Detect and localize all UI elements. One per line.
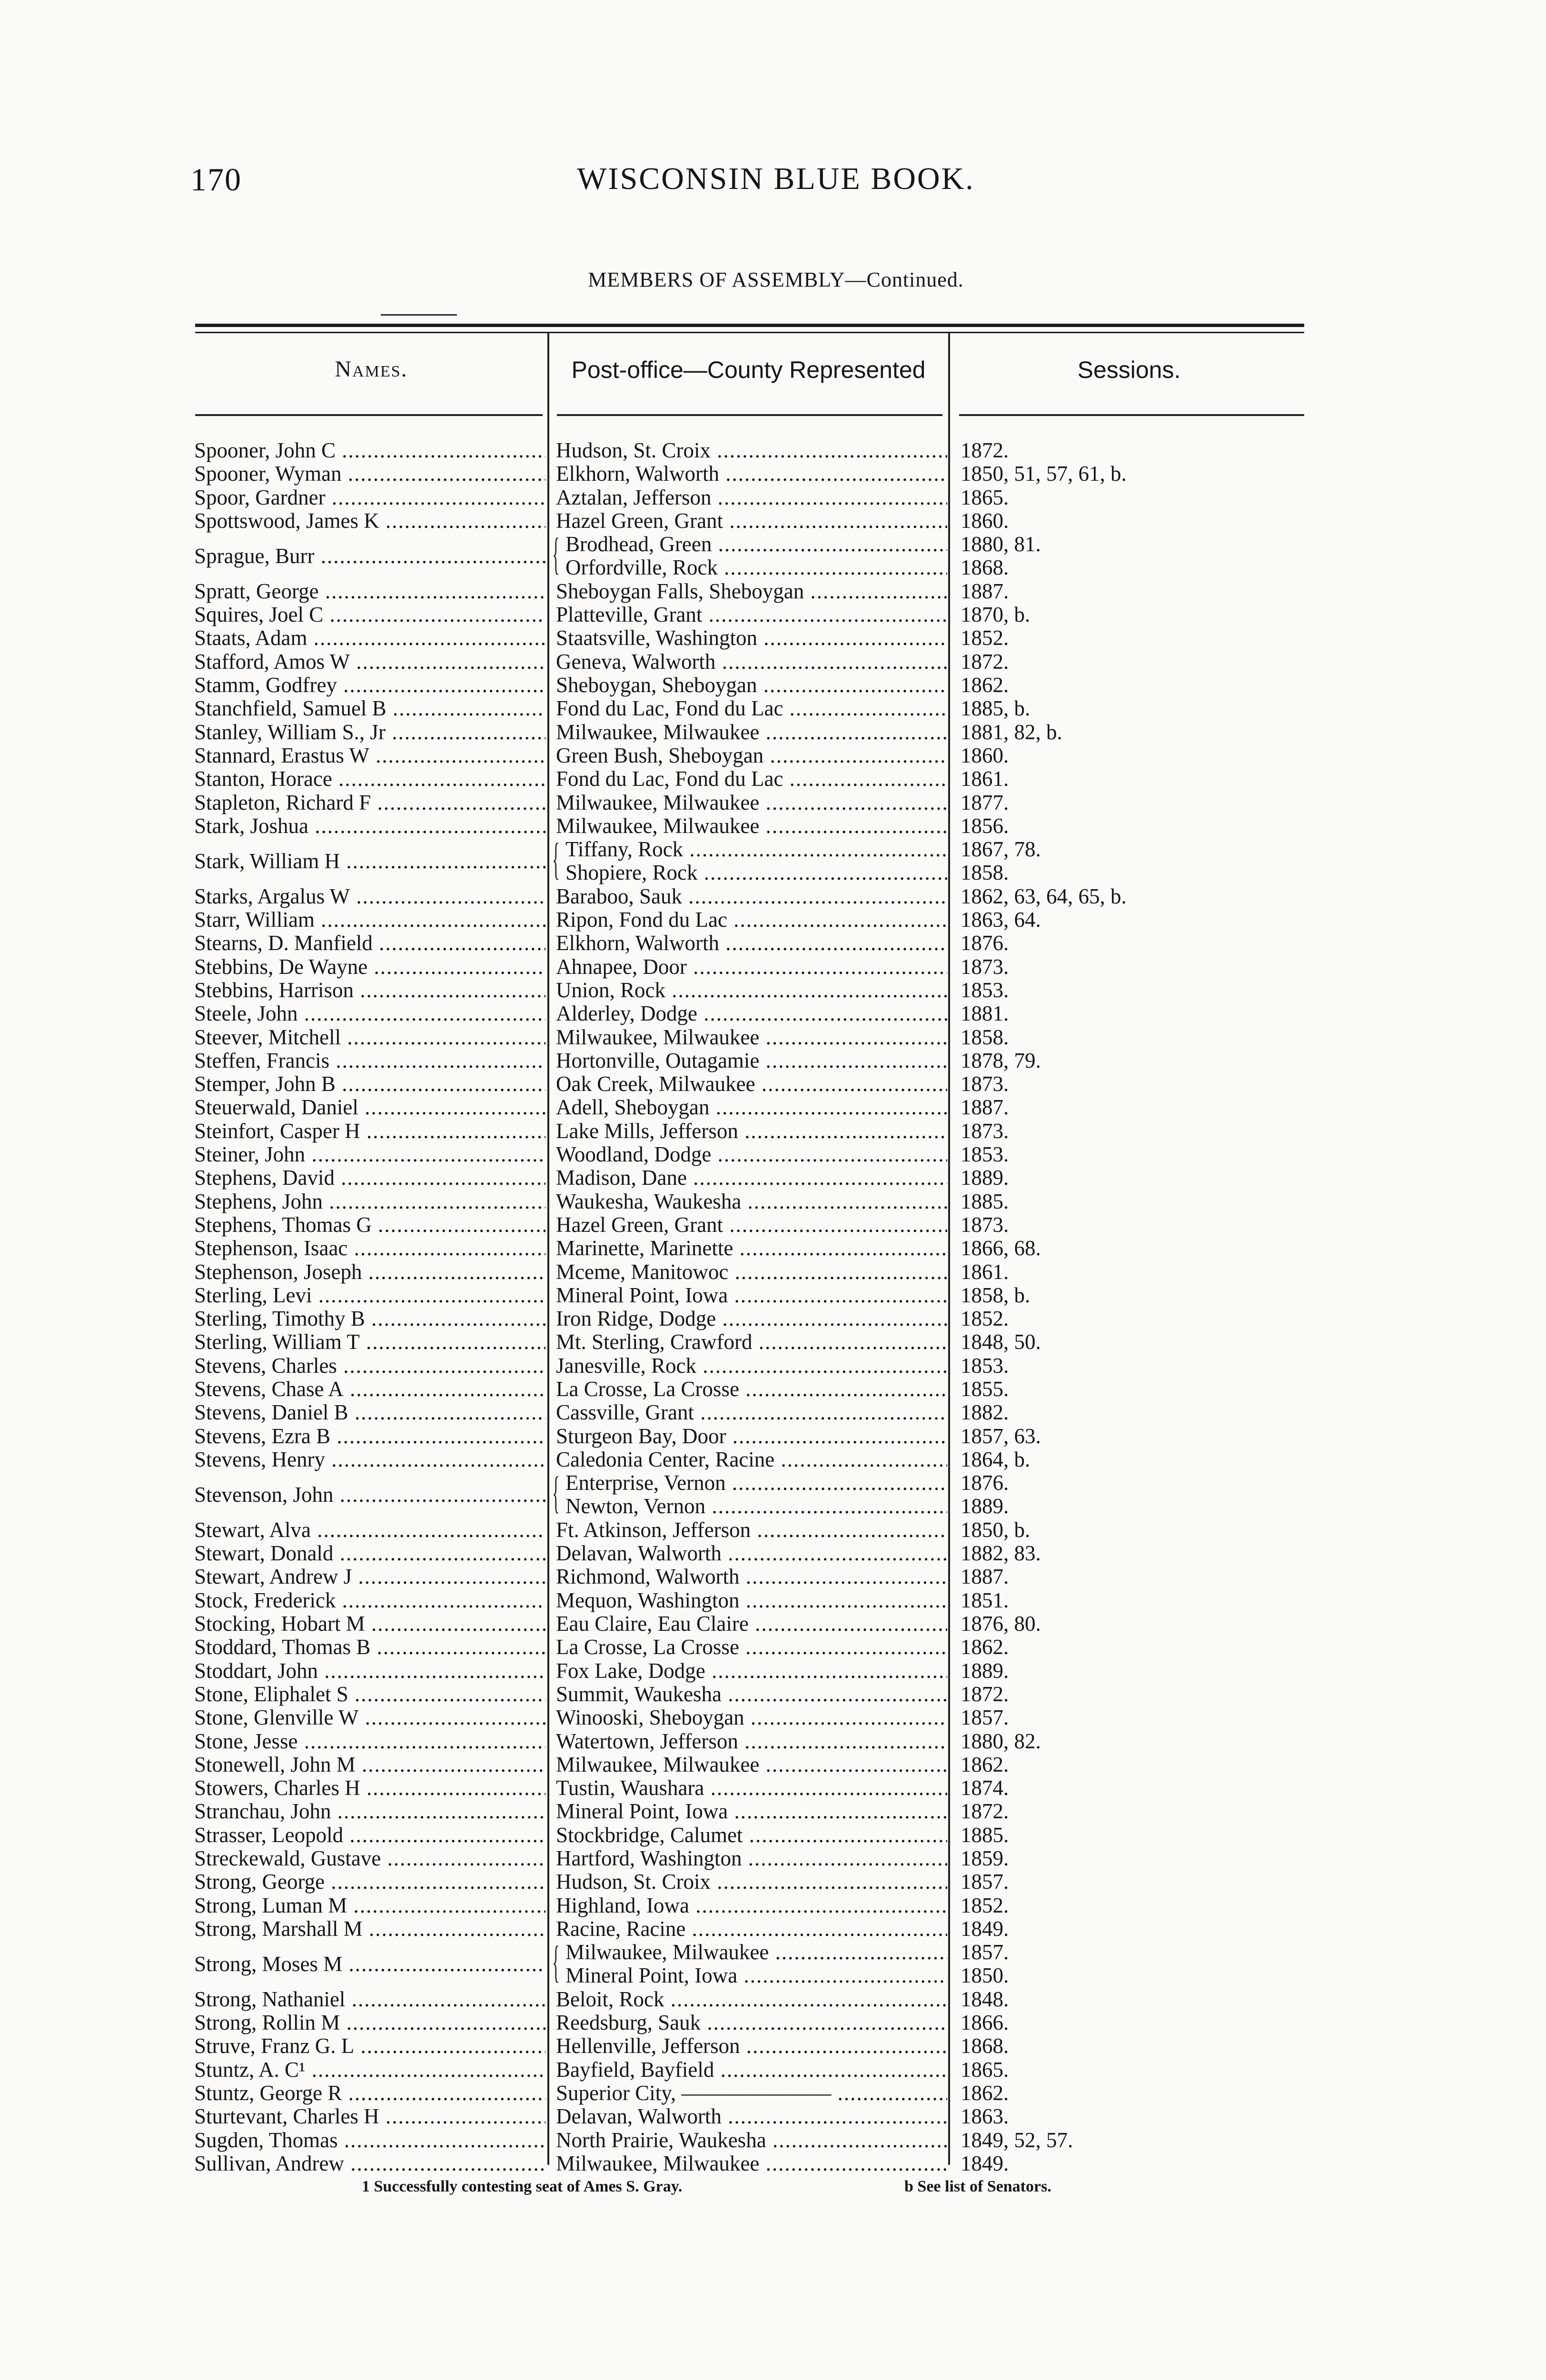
sessions: 1855.: [961, 1378, 1009, 1401]
sessions: 1852.: [961, 1894, 1009, 1917]
member-name: Stevens, Ezra B .....: [194, 1425, 545, 1448]
sessions: 1872.: [961, 1683, 1009, 1706]
member-name: Sterling, Timothy B .....: [194, 1307, 545, 1330]
sessions: 1862.: [961, 674, 1009, 697]
sessions: 1848, 50.: [961, 1330, 1041, 1354]
post-office: Baraboo, Sauk .....: [556, 885, 947, 908]
post-office: Ripon, Fond du Lac .....: [556, 908, 947, 932]
member-name: Stanley, William S., Jr .....: [194, 721, 545, 744]
sessions: 1873.: [961, 955, 1009, 979]
post-office: Elkhorn, Walworth .....: [556, 462, 947, 486]
post-office: Mceme, Manitowoc .....: [556, 1260, 947, 1284]
sessions: 1882.: [961, 1401, 1009, 1424]
post-office: Mineral Point, Iowa .....: [556, 1284, 947, 1307]
post-office: Milwaukee, Milwaukee .....: [556, 1026, 947, 1049]
member-name: Stephens, John .....: [194, 1190, 545, 1213]
member-name: Stonewell, John M .....: [194, 1753, 545, 1776]
post-office: Watertown, Jefferson .....: [556, 1730, 947, 1753]
brace-mark: {: [552, 1468, 560, 1517]
post-office: Hellenville, Jefferson .....: [556, 2034, 947, 2058]
sessions: 1878, 79.: [961, 1049, 1041, 1072]
member-name: Stephens, Thomas G .....: [194, 1213, 545, 1237]
member-name: Stephenson, Isaac .....: [194, 1237, 545, 1260]
member-name: Stocking, Hobart M .....: [194, 1612, 545, 1636]
sessions: 1852.: [961, 1307, 1009, 1330]
sessions: 1885.: [961, 1824, 1009, 1847]
post-office: Reedsburg, Sauk .....: [556, 2011, 947, 2034]
member-name: Spooner, Wyman .....: [194, 462, 545, 486]
sessions: 1853.: [961, 1354, 1009, 1378]
member-name: Stranchau, John .....: [194, 1800, 545, 1823]
member-name: Sugden, Thomas .....: [194, 2129, 545, 2152]
post-office: Aztalan, Jefferson .....: [556, 486, 947, 509]
sessions: 1867, 78.: [961, 838, 1041, 861]
sessions: 1853.: [961, 1143, 1009, 1166]
post-office: Hazel Green, Grant .....: [556, 509, 947, 533]
sessions: 1862.: [961, 1636, 1009, 1659]
post-office: North Prairie, Waukesha .....: [556, 2129, 947, 2152]
post-office: Delavan, Walworth .....: [556, 2105, 947, 2128]
member-name: Stone, Glenville W .....: [194, 1706, 545, 1729]
member-name: Stoddard, Thomas B .....: [194, 1636, 545, 1659]
member-name: Sullivan, Andrew .....: [194, 2152, 545, 2175]
sessions: 1861.: [961, 1260, 1009, 1284]
sessions: 1889.: [961, 1659, 1009, 1683]
sessions: 1862, 63, 64, 65, b.: [961, 885, 1127, 908]
member-name: Stearns, D. Manfield .....: [194, 932, 545, 955]
post-office: Sheboygan Falls, Sheboygan .....: [556, 580, 947, 603]
member-name: Spoor, Gardner .....: [194, 486, 545, 509]
post-office: Fox Lake, Dodge .....: [556, 1659, 947, 1683]
post-office: Tiffany, Rock .....: [565, 838, 947, 861]
post-office: Alderley, Dodge .....: [556, 1002, 947, 1025]
member-name: Strong, George .....: [194, 1870, 545, 1894]
sessions: 1868.: [961, 556, 1009, 579]
sessions: 1889.: [961, 1166, 1009, 1190]
post-office: Union, Rock .....: [556, 979, 947, 1002]
post-office: Fond du Lac, Fond du Lac .....: [556, 767, 947, 791]
member-name: Stevens, Charles .....: [194, 1354, 545, 1378]
member-name: Stone, Jesse .....: [194, 1730, 545, 1753]
sessions: 1866.: [961, 2011, 1009, 2034]
sessions: 1848.: [961, 1988, 1009, 2011]
member-name: Stuntz, A. C¹ .....: [194, 2058, 545, 2082]
post-office: Richmond, Walworth .....: [556, 1565, 947, 1588]
sessions: 1862.: [961, 2082, 1009, 2105]
post-office: Elkhorn, Walworth .....: [556, 932, 947, 955]
member-name: Strasser, Leopold .....: [194, 1824, 545, 1847]
sessions: 1850.: [961, 1964, 1009, 1987]
member-name: Stanchfield, Samuel B .....: [194, 697, 545, 720]
sessions: 1874.: [961, 1776, 1009, 1800]
header-rule-post: [557, 414, 942, 416]
member-name: Staats, Adam .....: [194, 626, 545, 650]
sessions: 1868.: [961, 2034, 1009, 2058]
member-name: Streckewald, Gustave .....: [194, 1847, 545, 1870]
member-name: Spratt, George .....: [194, 580, 545, 603]
post-office: Mt. Sterling, Crawford .....: [556, 1330, 947, 1354]
brace-mark: {: [552, 529, 560, 579]
sessions: 1882, 83.: [961, 1542, 1041, 1565]
footnote-b: b See list of Senators.: [904, 2178, 1051, 2195]
post-office: Adell, Sheboygan .....: [556, 1096, 947, 1119]
sessions: 1876.: [961, 932, 1009, 955]
post-office: Milwaukee, Milwaukee .....: [556, 2152, 947, 2175]
member-name: Stock, Frederick .....: [194, 1589, 545, 1612]
member-name: Stevens, Henry .....: [194, 1448, 545, 1471]
sessions: 1873.: [961, 1072, 1009, 1096]
member-name: Steffen, Francis .....: [194, 1049, 545, 1072]
post-office: Beloit, Rock .....: [556, 1988, 947, 2011]
table-top-rule-thin: [195, 332, 1304, 333]
table-top-rule-thick: [195, 324, 1304, 327]
sessions: 1849.: [961, 2152, 1009, 2175]
member-name: Strong, Nathaniel .....: [194, 1988, 545, 2011]
post-office: Newton, Vernon .....: [565, 1495, 947, 1518]
post-office: Hortonville, Outagamie .....: [556, 1049, 947, 1072]
member-name: Stannard, Erastus W .....: [194, 744, 545, 767]
post-office: Milwaukee, Milwaukee .....: [565, 1941, 947, 1964]
sessions: 1852.: [961, 626, 1009, 650]
post-office: Hudson, St. Croix .....: [556, 439, 947, 462]
member-name: Stevens, Chase A .....: [194, 1378, 545, 1401]
member-name: Stebbins, Harrison .....: [194, 979, 545, 1002]
sessions: 1887.: [961, 580, 1009, 603]
post-office: Marinette, Marinette .....: [556, 1237, 947, 1260]
post-office: Shopiere, Rock .....: [565, 861, 947, 884]
post-office: Milwaukee, Milwaukee .....: [556, 721, 947, 744]
member-name: Stuntz, George R .....: [194, 2082, 545, 2105]
member-name: Stephenson, Joseph .....: [194, 1260, 545, 1284]
brace-mark: {: [552, 1937, 560, 1987]
post-office: Orfordville, Rock .....: [565, 556, 947, 579]
sessions: 1880, 82.: [961, 1730, 1041, 1753]
member-name: Stafford, Amos W .....: [194, 650, 545, 674]
post-office: Hartford, Washington .....: [556, 1847, 947, 1870]
post-office: Geneva, Walworth .....: [556, 650, 947, 674]
post-office: Mineral Point, Iowa .....: [565, 1964, 947, 1987]
sessions: 1857.: [961, 1941, 1009, 1964]
sessions: 1849, 52, 57.: [961, 2129, 1073, 2152]
member-name: Sterling, Levi .....: [194, 1284, 545, 1307]
member-name: Stapleton, Richard F .....: [194, 791, 545, 814]
sessions: 1856.: [961, 814, 1009, 838]
member-name: Stevens, Daniel B .....: [194, 1401, 545, 1424]
sessions: 1889.: [961, 1495, 1009, 1518]
book-title: WISCONSIN BLUE BOOK.: [577, 161, 975, 196]
column-divider-2: [948, 333, 950, 2165]
post-office: Madison, Dane .....: [556, 1166, 947, 1190]
post-office: Mineral Point, Iowa .....: [556, 1800, 947, 1823]
sessions: 1872.: [961, 1800, 1009, 1823]
member-name: Strong, Rollin M .....: [194, 2011, 545, 2034]
post-office: Cassville, Grant .....: [556, 1401, 947, 1424]
post-office: Stockbridge, Calumet .....: [556, 1824, 947, 1847]
sessions: 1858.: [961, 861, 1009, 884]
column-divider-1: [547, 333, 549, 2165]
sessions: 1877.: [961, 791, 1009, 814]
member-name: Struve, Franz G. L .....: [194, 2034, 545, 2058]
footnote-1: 1 Successfully contesting seat of Ames S. Gray.: [362, 2178, 683, 2195]
sessions: 1872.: [961, 650, 1009, 674]
sessions: 1858, b.: [961, 1284, 1031, 1307]
post-office: Eau Claire, Eau Claire .....: [556, 1612, 947, 1636]
post-office: Highland, Iowa .....: [556, 1894, 947, 1917]
sessions: 1865.: [961, 2058, 1009, 2082]
sessions: 1880, 81.: [961, 533, 1041, 556]
sessions: 1887.: [961, 1565, 1009, 1588]
member-name: Stewart, Donald .....: [194, 1542, 545, 1565]
post-office: Brodhead, Green .....: [565, 533, 947, 556]
post-office: Sturgeon Bay, Door .....: [556, 1425, 947, 1448]
member-name: Stanton, Horace .....: [194, 767, 545, 791]
post-office: Mequon, Washington .....: [556, 1589, 947, 1612]
sessions: 1851.: [961, 1589, 1009, 1612]
post-office: Racine, Racine .....: [556, 1917, 947, 1941]
sessions: 1872.: [961, 439, 1009, 462]
post-office: Tustin, Waushara .....: [556, 1776, 947, 1800]
post-office: Sheboygan, Sheboygan .....: [556, 674, 947, 697]
post-office: Summit, Waukesha .....: [556, 1683, 947, 1706]
sessions: 1863.: [961, 2105, 1009, 2128]
post-office: Hazel Green, Grant .....: [556, 1213, 947, 1237]
sessions: 1881, 82, b.: [961, 721, 1062, 744]
member-name: Starr, William .....: [194, 908, 545, 932]
post-office: Enterprise, Vernon .....: [565, 1471, 947, 1495]
sessions: 1866, 68.: [961, 1237, 1041, 1260]
member-name: Steiner, John .....: [194, 1143, 545, 1166]
sessions: 1858.: [961, 1026, 1009, 1049]
post-office: Superior City, ——————— .....: [556, 2082, 947, 2105]
member-name: Sprague, Burr .....: [194, 545, 545, 568]
member-name: Stewart, Andrew J .....: [194, 1565, 545, 1588]
member-name: Strong, Marshall M .....: [194, 1917, 545, 1941]
sessions: 1857.: [961, 1706, 1009, 1729]
sessions: 1862.: [961, 1753, 1009, 1776]
post-office: La Crosse, La Crosse .....: [556, 1378, 947, 1401]
sessions: 1885, b.: [961, 697, 1031, 720]
post-office: Caledonia Center, Racine .....: [556, 1448, 947, 1471]
member-name: Sterling, William T .....: [194, 1330, 545, 1354]
sessions: 1887.: [961, 1096, 1009, 1119]
post-office: Milwaukee, Milwaukee .....: [556, 1753, 947, 1776]
sessions: 1860.: [961, 744, 1009, 767]
header-rule-names: [195, 414, 543, 416]
sessions: 1857.: [961, 1870, 1009, 1894]
member-name: Strong, Moses M .....: [194, 1953, 545, 1976]
sessions: 1857, 63.: [961, 1425, 1041, 1448]
member-name: Stevenson, John .....: [194, 1483, 545, 1507]
member-name: Stoddart, John .....: [194, 1659, 545, 1683]
title-rule: [381, 314, 457, 316]
sessions: 1863, 64.: [961, 908, 1041, 932]
member-name: Starks, Argalus W .....: [194, 885, 545, 908]
sessions: 1861.: [961, 767, 1009, 791]
post-office: Ahnapee, Door .....: [556, 955, 947, 979]
header-post-office: Post-office—County Represented: [571, 357, 926, 383]
member-name: Stark, Joshua .....: [194, 814, 545, 838]
post-office: Woodland, Dodge .....: [556, 1143, 947, 1166]
header-sessions: Sessions.: [1077, 357, 1181, 383]
member-name: Stephens, David .....: [194, 1166, 545, 1190]
post-office: Platteville, Grant .....: [556, 603, 947, 626]
post-office: Janesville, Rock .....: [556, 1354, 947, 1378]
member-name: Stone, Eliphalet S .....: [194, 1683, 545, 1706]
post-office: Iron Ridge, Dodge .....: [556, 1307, 947, 1330]
member-name: Steuerwald, Daniel .....: [194, 1096, 545, 1119]
sessions: 1853.: [961, 979, 1009, 1002]
member-name: Sturtevant, Charles H .....: [194, 2105, 545, 2128]
post-office: Ft. Atkinson, Jefferson .....: [556, 1518, 947, 1542]
member-name: Spooner, John C .....: [194, 439, 545, 462]
sessions: 1870, b.: [961, 603, 1031, 626]
post-office: La Crosse, La Crosse .....: [556, 1636, 947, 1659]
sessions: 1885.: [961, 1190, 1009, 1213]
post-office: Winooski, Sheboygan .....: [556, 1706, 947, 1729]
member-name: Steinfort, Casper H .....: [194, 1120, 545, 1143]
post-office: Green Bush, Sheboygan .....: [556, 744, 947, 767]
member-name: Stemper, John B .....: [194, 1072, 545, 1096]
sessions: 1864, b.: [961, 1448, 1031, 1471]
post-office: Milwaukee, Milwaukee .....: [556, 791, 947, 814]
member-name: Strong, Luman M .....: [194, 1894, 545, 1917]
sessions: 1876, 80.: [961, 1612, 1041, 1636]
post-office: Fond du Lac, Fond du Lac .....: [556, 697, 947, 720]
member-name: Spottswood, James K .....: [194, 509, 545, 533]
post-office: Delavan, Walworth .....: [556, 1542, 947, 1565]
sessions: 1849.: [961, 1917, 1009, 1941]
sessions: 1850, 51, 57, 61, b.: [961, 462, 1127, 486]
sessions: 1881.: [961, 1002, 1009, 1025]
member-name: Stewart, Alva .....: [194, 1518, 545, 1542]
member-name: Steever, Mitchell .....: [194, 1026, 545, 1049]
member-name: Steele, John .....: [194, 1002, 545, 1025]
post-office: Bayfield, Bayfield .....: [556, 2058, 947, 2082]
post-office: Hudson, St. Croix .....: [556, 1870, 947, 1894]
sessions: 1860.: [961, 509, 1009, 533]
brace-mark: {: [552, 834, 560, 884]
member-name: Squires, Joel C .....: [194, 603, 545, 626]
member-name: Stebbins, De Wayne .....: [194, 955, 545, 979]
post-office: Staatsville, Washington .....: [556, 626, 947, 650]
sessions: 1859.: [961, 1847, 1009, 1870]
sessions: 1865.: [961, 486, 1009, 509]
header-names: Names.: [335, 357, 408, 382]
sessions: 1876.: [961, 1471, 1009, 1495]
post-office: Lake Mills, Jefferson .....: [556, 1120, 947, 1143]
page-number: 170: [190, 161, 242, 198]
post-office: Oak Creek, Milwaukee .....: [556, 1072, 947, 1096]
member-name: Stark, William H .....: [194, 850, 545, 873]
post-office: Waukesha, Waukesha .....: [556, 1190, 947, 1213]
sessions: 1850, b.: [961, 1518, 1031, 1542]
section-title: MEMBERS OF ASSEMBLY—Continued.: [588, 268, 964, 291]
sessions: 1873.: [961, 1213, 1009, 1237]
sessions: 1873.: [961, 1120, 1009, 1143]
header-rule-sessions: [959, 414, 1304, 416]
post-office: Milwaukee, Milwaukee .....: [556, 814, 947, 838]
member-name: Stamm, Godfrey .....: [194, 674, 545, 697]
member-name: Stowers, Charles H .....: [194, 1776, 545, 1800]
